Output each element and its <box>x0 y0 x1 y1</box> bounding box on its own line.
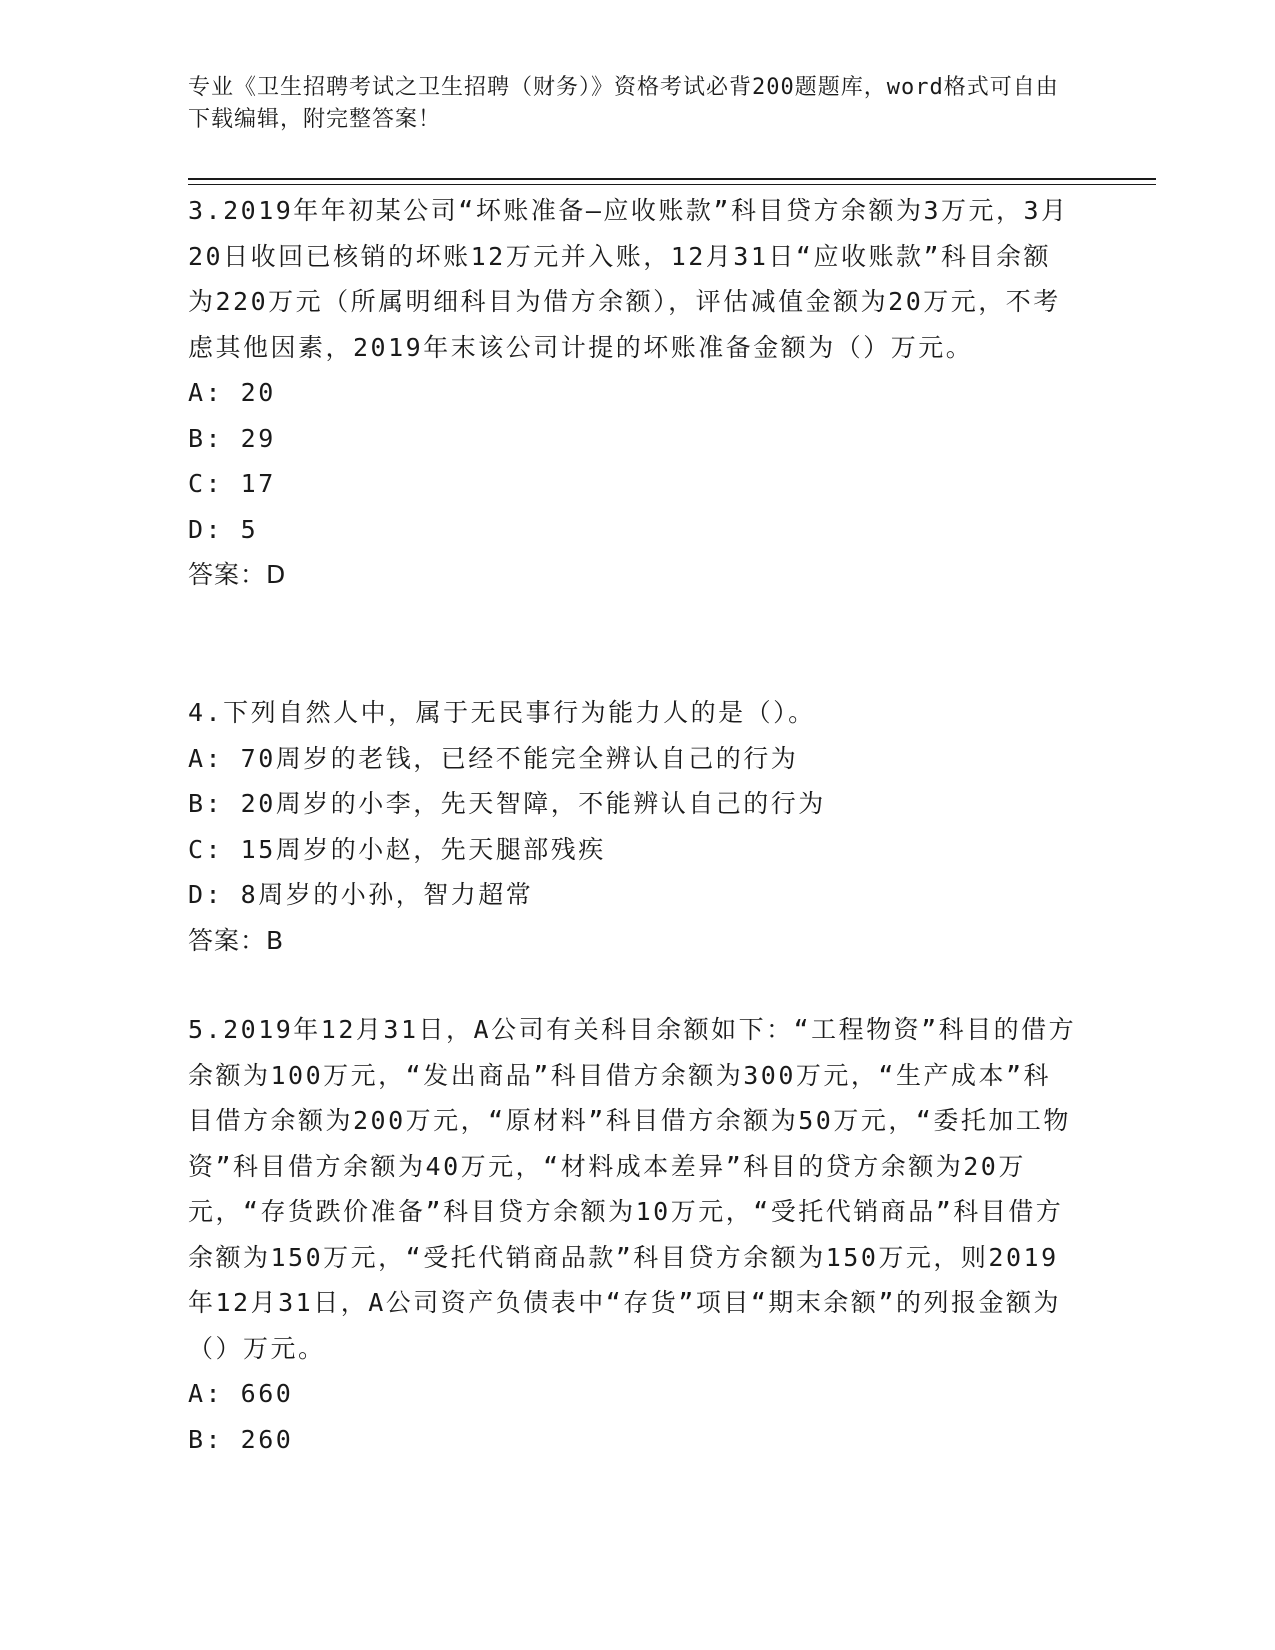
header-divider-thick <box>188 178 1156 180</box>
option-d: D: 5 <box>188 514 259 544</box>
answer-line: 答案：D <box>188 560 287 589</box>
option-d: D: 8周岁的小孙，智力超常 <box>188 880 534 909</box>
answer-line: 答案：B <box>188 925 285 955</box>
option-c: C: 15周岁的小赵，先天腿部残疾 <box>188 834 606 864</box>
question-stem: 3.2019年年初某公司“坏账准备—应收账款”科目贷方余额为3万元，3月20日收回已核销的坏账12万元并入账，12月31日“应收账款”科目余额为220万元（所属明细科目为借方余额），评估减值金额为20万元，不考虑其他因素，2019年末该公司计提的坏账准备金额为（）万元。 <box>188 196 1069 362</box>
question-3 <box>188 188 1078 598</box>
option-c: C: 17 <box>188 469 276 498</box>
option-b: B: 29 <box>188 423 276 453</box>
question-stem: 5.2019年12月31日，A公司有关科目余额如下：“工程物资”科目的借方余额为100万元，“发出商品”科目借方余额为300万元，“生产成本”科目借方余额为200万元，“原材料”科目借方余额为50万元，“委托加工物资”科目借方余额为40万元，“材料成本差异”科目的贷方余额为20万元，“存货跌价准备”科目贷方余额为10万元，“受托代销商品”科目借方余额为150万元，“受托代销商品款”科目贷方余额为150万元，则2019年12月31日，A公司资产负债表中“存货”项目“期末余额”的列报金额为（）万元。 <box>188 1015 1077 1363</box>
option-b: B: 20周岁的小李，先天智障，不能辨认自己的行为 <box>188 789 826 818</box>
question-4 <box>188 690 1078 963</box>
header-divider-thin <box>188 184 1156 185</box>
document-header: 专业《卫生招聘考试之卫生招聘（财务）》资格考试必背200题题库，word格式可自由下载编辑，附完整答案！ <box>188 75 1059 132</box>
option-a: A: 20 <box>188 378 276 407</box>
option-a: A: 660 <box>188 1379 294 1408</box>
option-b: B: 260 <box>188 1424 294 1454</box>
question-stem: 4.下列自然人中，属于无民事行为能力人的是（）。 <box>188 698 816 727</box>
option-a: A: 70周岁的老钱，已经不能完全辨认自己的行为 <box>188 743 799 773</box>
question-5 <box>188 1007 1078 1462</box>
